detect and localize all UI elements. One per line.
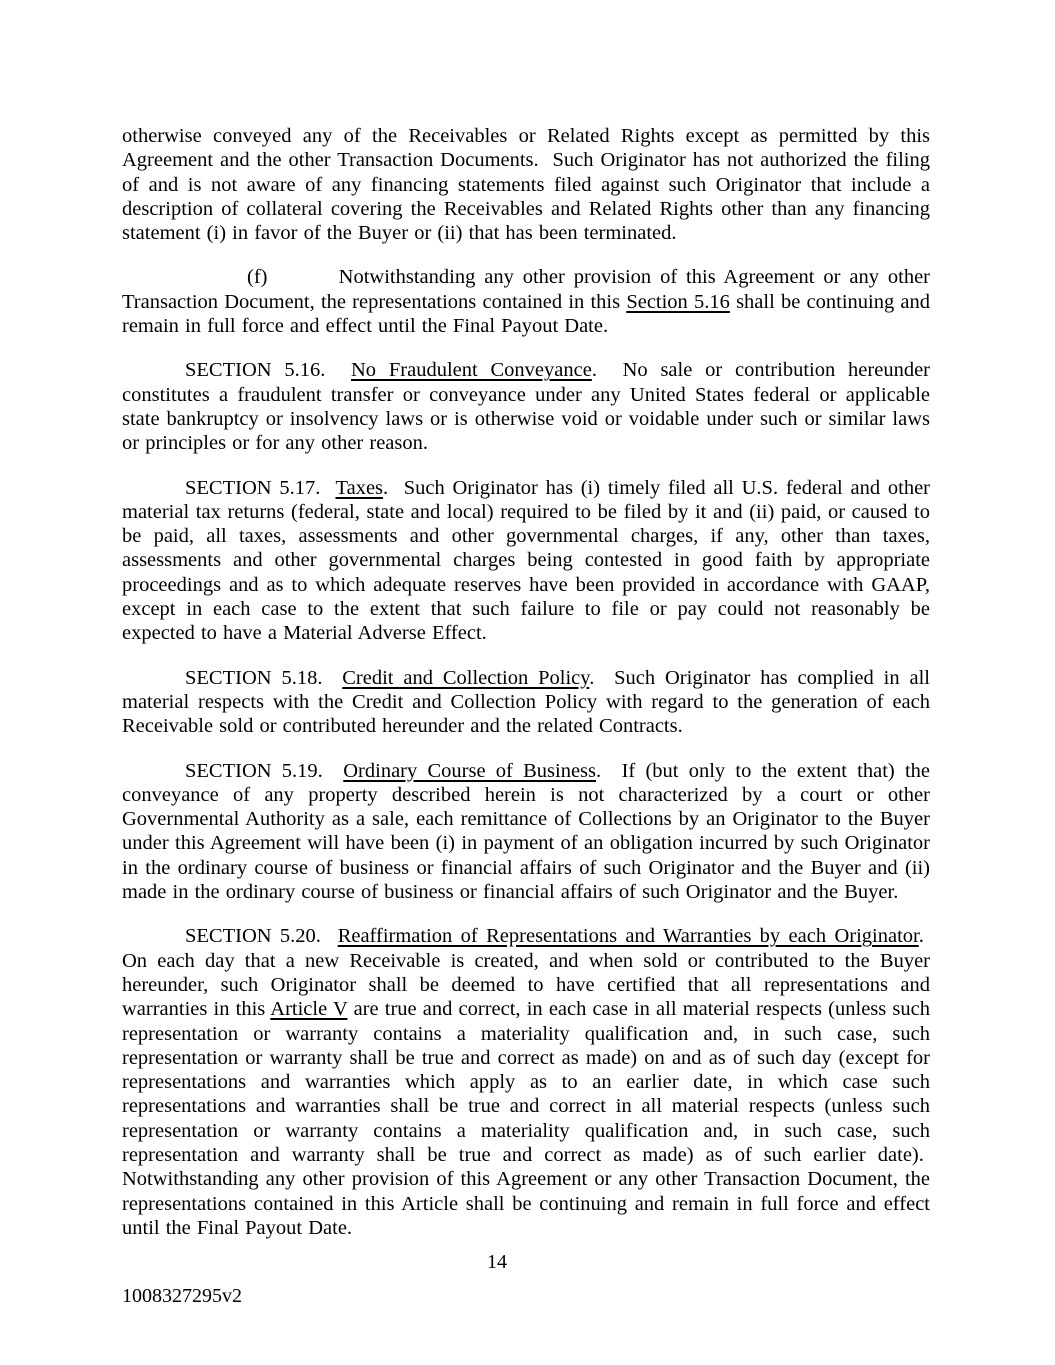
underlined-text: Article V bbox=[270, 998, 348, 1021]
text-run: are true and correct, in each case in all material respects (unless such representation or warranty contains a materiality qualification and, in such case, such representation or warranty shall be true and correct as made) on and as of such day (except for representations and warranties which apply as to an earlier date, in which case such representations and warranties shall be true and correct in all material respects (unless such representation or warranty contains a materiality qualification and, in such case, such representation and warranty shall be true and correct as made) as of such earlier date). Notwithstanding any other provision of this Agreement or any other Transaction Document, the representations contained in this Article shall be continuing and remain in full force and effect until the Final Payout Date. bbox=[122, 998, 930, 1239]
text-run: SECTION 5.16. bbox=[185, 359, 351, 382]
text-run: SECTION 5.17. bbox=[185, 476, 336, 499]
paragraph-f bbox=[122, 265, 930, 338]
underlined-text: Credit and Collection Policy bbox=[342, 666, 590, 689]
text-run: . Such Originator has (i) timely filed all U.S. federal and other material tax returns (federal, state and local) required to be filed by it and (ii) paid, or caused to be paid, all taxes, assessments and other governmental charges, if any, other than taxes, assessments and other governmental charges being contested in good faith by appropriate proceedings and as to which adequate reserves have been provided in accordance with GAAP, except in each case to the extent that such failure to file or pay could not reasonably be expected to have a Material Adverse Effect. bbox=[122, 476, 930, 645]
page-number: 14 bbox=[487, 1251, 507, 1273]
text-run: SECTION 5.20. bbox=[185, 925, 338, 948]
document-id-footer: 1008327295v2 bbox=[122, 1285, 242, 1307]
section-5-17-paragraph bbox=[122, 476, 930, 646]
text-run: . On each day that a new Receivable is created, and when sold or contributed to the Buyer hereunder, such Originator shall be deemed to have certified that all representations and warranties in this bbox=[122, 925, 930, 1021]
underlined-text: Taxes bbox=[335, 476, 384, 499]
text-run: . No sale or contribution hereunder constitutes a fraudulent transfer or conveyance under any United States federal or applicable state bankruptcy or insolvency laws or is otherwise void or voidable under such or similar laws or principles or for any other reason. bbox=[122, 359, 930, 455]
text-run: SECTION 5.18. bbox=[185, 666, 343, 689]
text-run: otherwise conveyed any of the Receivables or Related Rights except as permitted by this Agreement and the other Transaction Documents. Such Originator has not authorized the filing of and is not aware of any financing statements filed against such Originator that include a description of collateral covering the Receivables and Related Rights other than any financing statement (i) in favor of the Buyer or (ii) that has been terminated. bbox=[122, 125, 930, 245]
text-run: . Such Originator has complied in all material respects with the Credit and Collection Policy with regard to the generation of each Receivable sold or contributed hereunder and the related Contracts. bbox=[122, 666, 930, 738]
document-body bbox=[122, 124, 930, 1260]
section-5-16-paragraph bbox=[122, 358, 930, 455]
text-run: (f) Notwithstanding any other provision of this Agreement or any other Transaction Document, the representations contained in this bbox=[122, 266, 930, 313]
text-run: shall be continuing and remain in full force and effect until the Final Payout Date. bbox=[122, 290, 930, 338]
underlined-text: Ordinary Course of Business bbox=[343, 759, 596, 782]
underlined-text: Reaffirmation of Representations and Warranties by each Originator bbox=[337, 925, 919, 948]
text-run: SECTION 5.19. bbox=[185, 759, 344, 782]
text-run: . If (but only to the extent that) the conveyance of any property described herein is not characterized by a court or other Governmental Authority as a sale, each remittance of Collections by an Originator to the Buyer under this Agreement will have been (i) in payment of an obligation incurred by such Originator in the ordinary course of business or financial affairs of such Originator and the Buyer and (ii) made in the ordinary course of business or financial affairs of such Originator and the Buyer. bbox=[122, 759, 930, 904]
paragraph-continuation bbox=[122, 124, 930, 245]
underlined-text: Section 5.16 bbox=[626, 290, 730, 313]
underlined-text: No Fraudulent Conveyance bbox=[351, 359, 592, 382]
section-5-19-paragraph bbox=[122, 759, 930, 905]
section-5-18-paragraph bbox=[122, 666, 930, 739]
section-5-20-paragraph bbox=[122, 924, 930, 1240]
